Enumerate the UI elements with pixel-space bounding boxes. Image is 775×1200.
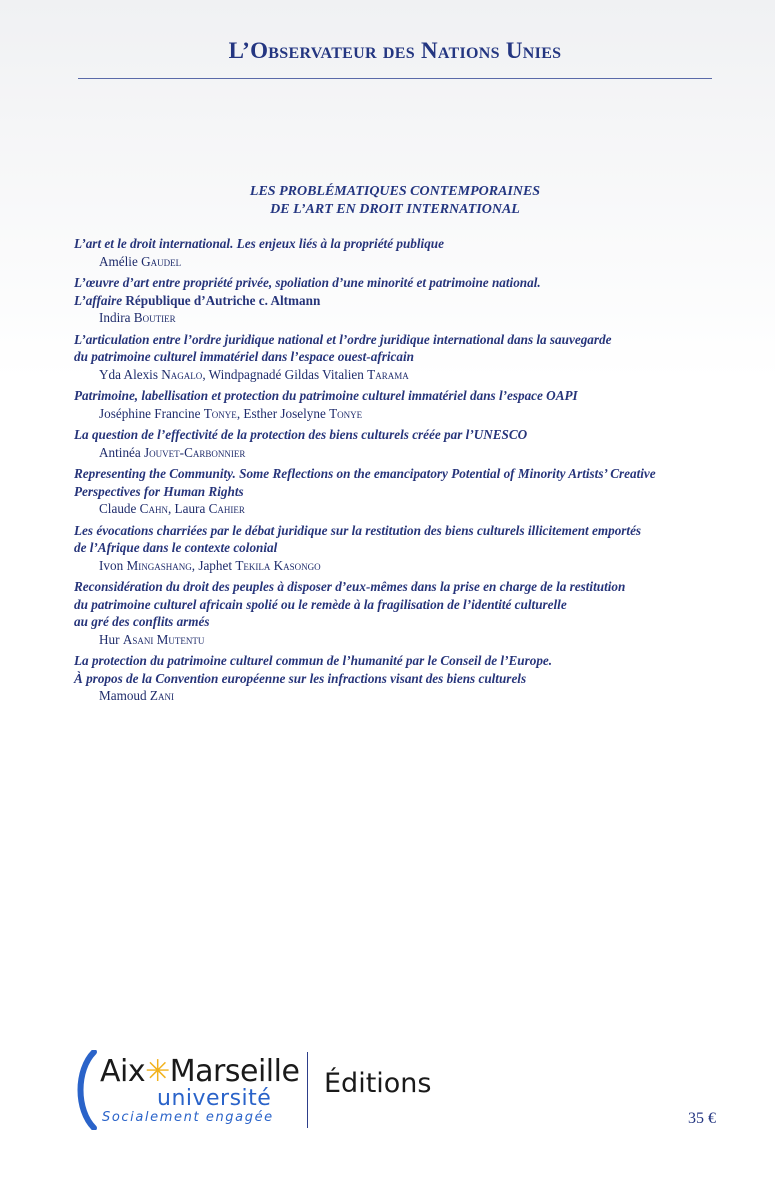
author-family-name: Asani Mutentu	[122, 631, 205, 647]
section-heading-line1: LES PROBLÉMATIQUES CONTEMPORAINES	[249, 184, 541, 199]
author-family-name: Tonye	[329, 405, 363, 421]
toc-entry	[74, 387, 724, 422]
toc-entry	[74, 274, 724, 327]
toc-entry-title-line: Representing the Community. Some Reflections on the emancipatory Potential of Minority Artists’ Creative	[74, 466, 656, 481]
toc-entry-title-line	[74, 292, 724, 310]
logo-word-aix: Aix	[100, 1054, 146, 1089]
section-heading	[78, 183, 712, 219]
author-family-name: Gaudel	[141, 253, 182, 269]
toc-entry-title	[74, 274, 724, 309]
toc-entry-title-line: du patrimoine culturel africain spolié ou le remède à la fragilisation de l’identité culturelle	[74, 596, 567, 612]
author-given-name: Claude	[99, 501, 140, 516]
toc-entry-title	[74, 652, 724, 687]
author-given-name: Esther Joselyne	[243, 405, 330, 421]
toc-entry-title-line: L’œuvre d’art entre propriété privée, spoliation d’une minorité et patrimoine national.	[74, 275, 541, 290]
toc-entry-title-line: L’art et le droit international. Les enjeux liés à la propriété publique	[74, 236, 444, 251]
author-given-name: Amélie	[99, 253, 142, 269]
publisher-logo	[72, 1050, 452, 1130]
bracket-icon	[72, 1050, 102, 1130]
toc-entry-title-line: Perspectives for Human Rights	[74, 483, 244, 499]
toc-entry	[74, 522, 724, 575]
toc-entry-title	[74, 235, 724, 253]
toc-entry-title	[74, 426, 724, 444]
toc-entry-authors	[74, 687, 724, 705]
toc-entry-authors	[74, 444, 724, 462]
author-family-name: Tonye	[203, 405, 237, 421]
author-given-name: Japhet	[198, 557, 236, 573]
toc-entry-title	[74, 522, 724, 557]
author-family-name: Tekila Kasongo	[235, 557, 321, 573]
author-given-name: Mamoud	[99, 688, 150, 703]
toc-entry	[74, 578, 724, 648]
toc-entry	[74, 235, 724, 270]
logo-main-text	[100, 1054, 299, 1089]
author-given-name: Laura	[174, 501, 209, 516]
author-family-name: Mingashang	[126, 557, 192, 573]
toc-entry	[74, 331, 724, 384]
toc-entry-authors: Claude Cahn, Laura Cahier	[99, 501, 245, 516]
toc-entry-title-line: de l’Afrique dans le contexte colonial	[74, 540, 278, 555]
imprint-label: Éditions	[324, 1068, 432, 1099]
toc-entry-title-line: au gré des conflits armés	[74, 614, 210, 629]
title-rule	[78, 78, 712, 79]
toc-entry-authors	[74, 309, 724, 327]
logo-divider	[307, 1052, 308, 1128]
author-family-name: Jouvet-Carbonnier	[144, 444, 246, 460]
toc-entry	[74, 426, 724, 461]
toc-entry-authors	[74, 253, 724, 271]
author-given-name: Hur	[99, 631, 123, 647]
toc-entry-authors: Joséphine Francine Tonye, Esther Joselyne Tonye	[99, 405, 363, 421]
toc-entry-title-line: L’articulation entre l’ordre juridique national et l’ordre juridique international dans la sauvegarde	[74, 331, 612, 347]
toc-entry-title	[74, 465, 724, 500]
logo-university-text: université	[157, 1086, 272, 1111]
toc-entry-title	[74, 331, 724, 366]
section-heading-line2: DE L’ART EN DROIT INTERNATIONAL	[270, 202, 520, 217]
toc-entry-title-line: du patrimoine culturel immatériel dans l’espace ouest-africain	[74, 349, 414, 364]
toc-entry-title-line: La protection du patrimoine culturel commun de l’humanité par le Conseil de l’Europe.	[74, 653, 553, 668]
toc-entry-title-prefix: L’affaire	[74, 292, 126, 308]
author-family-name: Cahn	[139, 501, 168, 516]
author-family-name: Tarama	[367, 366, 409, 382]
toc-entry-title-line: La question de l’effectivité de la protection des biens culturels créée par l’UNESCO	[74, 427, 528, 442]
journal-title: L’Observateur des Nations Unies	[228, 38, 562, 63]
author-given-name: Antinéa	[99, 444, 145, 460]
author-given-name: Windpagnadé Gildas Vitalien	[208, 366, 368, 382]
author-family-name: Cahier	[208, 501, 245, 516]
author-given-name: Indira	[99, 310, 134, 325]
toc-entry-authors	[74, 631, 724, 649]
author-given-name: Ivon	[99, 557, 127, 573]
toc-entry-title-line: À propos de la Convention européenne sur les infractions visant des biens culturels	[74, 670, 527, 686]
table-of-contents	[74, 235, 724, 709]
toc-entry-case-name: République d’Autriche c. Altmann	[125, 292, 321, 308]
toc-entry	[74, 465, 724, 518]
toc-entry-title	[74, 387, 724, 405]
price: 35 €	[688, 1110, 716, 1127]
toc-entry	[74, 652, 724, 705]
author-family-name: Boutier	[133, 310, 176, 325]
toc-entry-title-line: Patrimoine, labellisation et protection du patrimoine culturel immatériel dans l’espace OAPI	[74, 388, 578, 403]
author-family-name: Zani	[149, 688, 174, 703]
toc-entry-title-line: Reconsidération du droit des peuples à disposer d’eux-mêmes dans la prise en charge de la restitution	[74, 579, 626, 594]
author-family-name: Nagalo	[161, 366, 203, 382]
logo-word-marseille: Marseille	[169, 1054, 300, 1089]
author-given-name: Joséphine Francine	[99, 405, 204, 421]
author-given-name: Yda Alexis	[99, 366, 162, 382]
star-icon: ✳	[145, 1054, 170, 1089]
logo-tagline: Socialement engagée	[102, 1110, 274, 1125]
toc-entry-title-line: Les évocations charriées par le débat juridique sur la restitution des biens culturels illicitement emportés	[74, 522, 642, 538]
toc-entry-authors: Ivon Mingashang, Japhet Tekila Kasongo	[99, 557, 321, 573]
toc-entry-authors: Yda Alexis Nagalo, Windpagnadé Gildas Vitalien Tarama	[99, 366, 409, 382]
toc-entry-title	[74, 578, 724, 631]
